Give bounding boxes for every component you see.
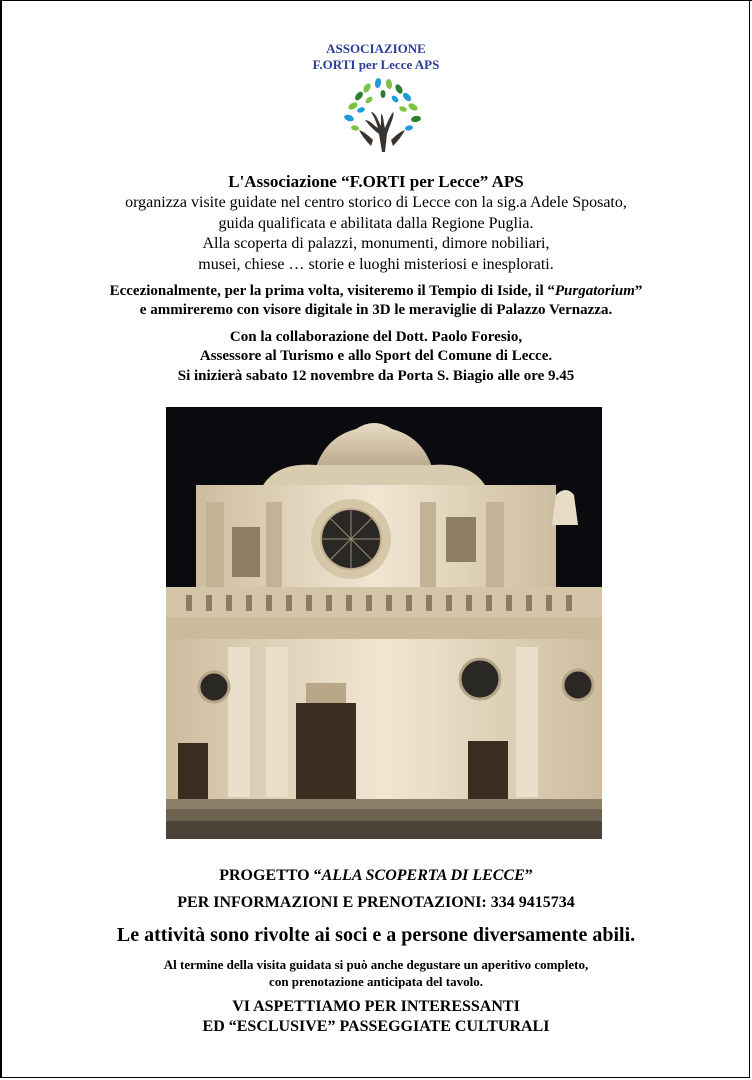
collab-line-3: Si inizierà sabato 12 novembre da Porta S. Biagio alle ore 9.45 [177, 368, 575, 384]
special-line-1-close: ” [634, 283, 643, 299]
aperitivo-line-1: Al termine della visita guidata si può anche degustare un aperitivo completo, [163, 957, 589, 972]
special-line-2: e ammireremo con visore digitale in 3D le meraviglie di Palazzo Vernazza. [139, 302, 613, 318]
project-title-close: ” [524, 867, 533, 884]
intro-line-1: organizza visite guidate nel centro storico di Lecce con la sig.a Adele Sposato, [125, 194, 627, 211]
facade-illustration [166, 407, 602, 839]
intro-line-2: guida qualificata e abilitata dalla Regione Puglia. [218, 215, 534, 232]
top-rule [0, 0, 752, 1]
project-title-prefix: PROGETTO “ [219, 867, 322, 884]
aperitivo-line-2: con prenotazione anticipata del tavolo. [269, 974, 483, 989]
intro-title: L'Associazione “F.ORTI per Lecce” APS [228, 172, 524, 191]
closing-line-2: ED “ESCLUSIVE” PASSEGGIATE CULTURALI [202, 1018, 550, 1035]
intro-line-4: musei, chiese … storie e luoghi misteriosi e inesplorati. [198, 256, 554, 273]
info-contact: PER INFORMAZIONI E PRENOTAZIONI: 334 9415734 [177, 894, 575, 911]
purgatorium-emphasis: Purgatorium [554, 283, 635, 299]
collab-line-1: Con la collaborazione del Dott. Paolo Foresio, [229, 329, 523, 345]
collab-line-2: Assessore al Turismo e allo Sport del Comune di Lecce. [199, 348, 553, 364]
closing-line-1: VI ASPETTIAMO PER INTERESSANTI [232, 998, 520, 1015]
special-line-1 [0, 283, 752, 300]
logo-line-1: ASSOCIAZIONE [326, 41, 426, 56]
project-name-emphasis: ALLA SCOPERTA DI LECCE [321, 867, 525, 884]
intro-line-3: Alla scoperta di palazzi, monumenti, dimore nobiliari, [202, 235, 550, 252]
activities-statement: Le attività sono rivolte ai soci e a persone diversamente abili. [116, 924, 636, 946]
tree-with-hands-icon [341, 76, 423, 154]
hands-trunk [359, 112, 405, 152]
special-line-1-text: Eccezionalmente, per la prima volta, visiteremo il Tempio di Iside, il “ [109, 283, 555, 299]
baroque-church-facade-photo [166, 407, 602, 839]
project-title [0, 867, 752, 885]
logo-line-2: F.ORTI per Lecce APS [312, 57, 440, 72]
